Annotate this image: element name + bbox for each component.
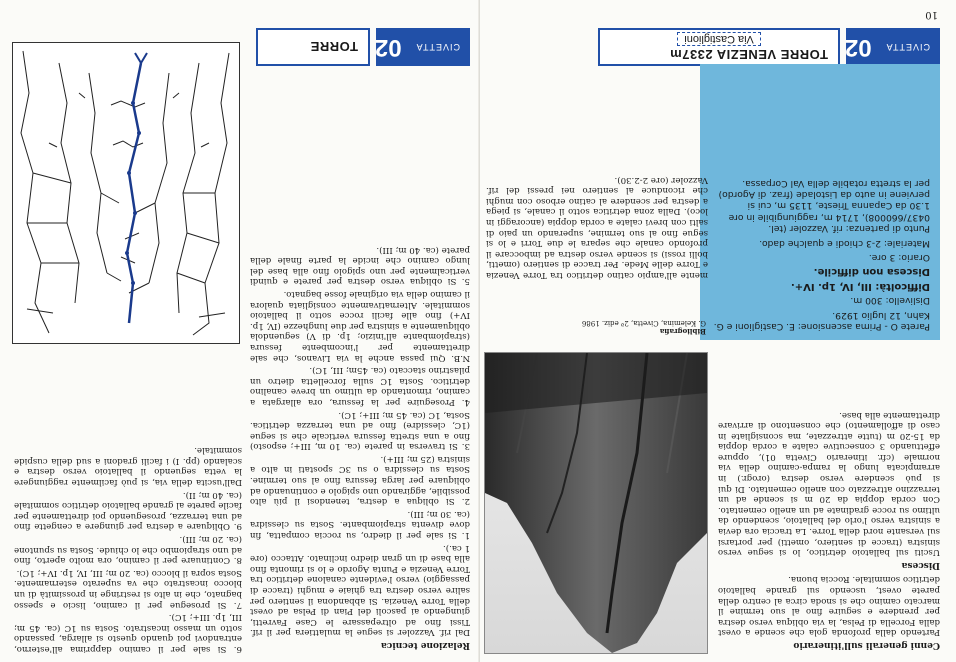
pitch-3: 3. Si traversa in parete (ca. 10 m, III+; esposto) fino a una stretta fessura verticale che si segue (1C, clessidre) fino ad una terrazza detritica. Sosta, 1C (ca. 45 m; III+; 1C). [250, 409, 470, 452]
info-difficulty: Difficoltà: III, IV, 1p. IV+. [790, 280, 930, 292]
pitch-9: 9. Obliquare a destra per giungere a cengette fino ad una terrazza, proseguendo poi direttamente per facile parete al grande ballatoio detritico sommitale (ca. 40 m; II). [14, 489, 242, 532]
technical-heading: Relazione tecnica [380, 640, 470, 650]
pitch-8: 8. Continuare per il camino, ora molto aperto, fino ad uno strapiombo che lo chiude. Sosta su spuntone (ca. 20 m; III). [14, 534, 242, 566]
group-name-right: CIVETTA [415, 42, 460, 52]
bibliography-title: Bibliografia [659, 327, 706, 336]
route-title-box [598, 28, 840, 66]
bibliography-text: G. Kelemina, Civetta, 2ª ediz. 1986 [581, 319, 706, 327]
descent-text: Usciti sul ballatoio detritico, lo si segue verso sinistra (tracce di sentiero, ometti) per portarsi sul versante nord della Torre. La traccia ora devia a sinistra verso l'orlo del ballatoio, scendendo da ultimo su rocce gradinate ad un anello cementato. Con corda doppia da 20 m si scende ad un terrazzino attrezzato con anello cementato. Di qui si può scendere verso destra (orogr.) in arrampicata lungo la rampa-camino della via normale (cfr. itinerario Civetta 01), oppure effettuando 3 consecutive calate a corda doppia da 15-20 m (tutte attrezzate, ma sconsigliate in caso di affollamento) che consentono di arrivare direttamente alla base. [718, 409, 940, 558]
general-heading: Cenni generali sull'itinerario [793, 640, 940, 650]
page-number: 10 [925, 9, 938, 20]
pitch-1: 1. Si sale per il diedro, su roccia compatta, fin dove diventa strapiombante. Sosta su clessidra (ca. 30 m; III). [250, 508, 470, 541]
info-descent: Discesa non difficile. [813, 266, 930, 278]
route-header-right [256, 28, 470, 66]
route-info-box [700, 64, 940, 340]
pitch-2: 2. Si obliqua a destra, tenendosi il più alto possibile, aggirando uno spigolo e continuando ad obliquare per larga fessura fino al suo termine. Sosta su clessidra o su 3C spostati in alto a sinistra (25 m; III+). [250, 453, 470, 507]
pitches-column [14, 354, 242, 654]
pitch-5: 5. Si obliqua verso destra per parete e quindi verticalmente per uno spigolo fino alla base del lungo camino che incide la parte finale della parete (ca. 40 m; III). [250, 244, 470, 287]
info-first-ascent: Parete O - Prima ascensione: E. Castiglioni e G. Kahn, 12 luglio 1929. [713, 309, 930, 332]
group-badge [846, 28, 940, 66]
general-column [718, 348, 940, 654]
info-gear: Materiale: 2-3 chiodi e qualche dado. [759, 237, 930, 249]
route-number-right: 02 [374, 34, 402, 61]
descent-continued-text: mente all'ampio catino detritico tra Torre Venezia e Torre delle Mede. Per tracce di sentiero (ometti, bolli rossi) si scende verso destra ad imboccare il profondo canale che separa le due Torri e lo si segue fino al suo termine, superando un paio di salti con brevi calate a corda doppia (ancoraggi in loco). Dalla zona detritica sotto il canale, si piega a destra per scendere al catino erboso con mughi che riconduce al sentiero nei pressi del rif. Vazzoler (ore 2-2.30). [486, 174, 708, 280]
descent-continued-column [486, 76, 708, 280]
info-height: Dislivello: 300 m. [850, 295, 930, 307]
pitch-7: 7. Si prosegue per il camino, liscio e spesso bagnato, che in alto si restringe in prossimità di un blocco incastrato che va superato esternamente. Sosta sopra il blocco (ca. 20 m; III, IV, 1p. IV+; 1C). [14, 567, 242, 610]
group-name: CIVETTA [885, 42, 930, 52]
descent-heading: Discesa [901, 559, 940, 570]
technical-column [250, 74, 470, 654]
tower-photo-image [485, 353, 707, 653]
route-title-right: TORRE [310, 39, 358, 55]
info-start-point: Punto di partenza: rif. Vazzoler (tel. 0437/660008), 1714 m, raggiungibile in ore 1.30 da Capanna Trieste, 1135 m, cui si perviene in auto da Listolade (fraz. di Agordo) per la stretta rotabile della Val Corpassa. [718, 177, 930, 235]
route-subtitle: Via Castiglioni [677, 32, 761, 46]
group-badge-right [376, 28, 470, 66]
summit-text: Dall'uscita della via, si può facilmente raggiungere la vetta seguendo il ballatoio verso destra e scalando (pp. I) i facili gradoni a sud della cuspide sommitale. [14, 445, 242, 488]
info-time: Orario: 3 ore. [868, 251, 930, 263]
route-header [598, 28, 940, 66]
route-title-box-right [256, 28, 370, 66]
route-topo-diagram [12, 42, 240, 344]
note-livanos: N.B. Qui passa anche la via Livanos, che sale direttamente per l'incombente fessura (strapiombante all'inizio; 1p. di V) seguendola obliquamente a sinistra per due lunghezze (IV, 1p. IV+) fino alle facili rocce sotto il ballatoio sommitale. Alternativamente consigliata qualora il camino della via originale fosse bagnato. [250, 289, 470, 363]
left-page [478, 0, 956, 662]
pitch-6: 6. Si sale per il camino dapprima all'esterno, entrandovi poi quando questo si allarga, passando sotto un masso incastrato. Sosta su 1C (ca. 45 m; III, 1p. III+; 1C). [14, 612, 242, 654]
approach-text: Dal rif. Vazzoler si segue la mulattiera per il rif. Tissi fino ad oltrepassare le Case Favretti, giungendo ai pascoli del Pian di Pelsa ad ovest della Torre Venezia. Si abbandona il sentiero per salire verso destra tra ghiaie e mughi (tracce di passaggio) verso l'evidente canalone detritico tra Torre Venezia e Punta Agordo e lo si rimonta fino alla base di un gran diedro inclinato. Attacco (ore 1 ca.). [250, 542, 470, 638]
pitch-4: 4. Proseguire per la fessura, ora allargata a camino, rimontando da ultimo un breve canalino detritico. Sosta 1C sulla forcelletta dietro un pilastrino staccato (ca. 45m; III, 1C). [250, 365, 470, 407]
bibliography [486, 319, 706, 336]
general-text: Partendo dalla profonda gola che scende a ovest dalla Forcella di Pelsa, la via obliqua verso destra per prendere e seguire fino al suo termine il marcato camino che si snoda circa al centro della parete ovest, uscendo sul grande ballatoio detritico sommitale. Roccia buona. [718, 574, 940, 638]
route-title: TORRE VENEZIA 2337m [669, 47, 828, 62]
tower-photo [484, 352, 708, 654]
topo-sketch [13, 43, 239, 343]
route-number: 02 [844, 34, 872, 61]
